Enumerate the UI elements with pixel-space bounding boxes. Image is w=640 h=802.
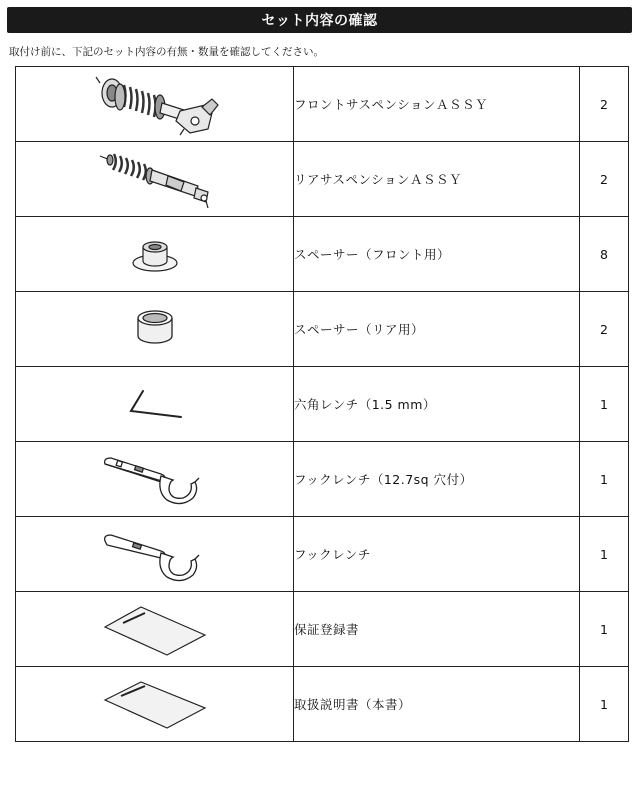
- item-name: スペーサー（リア用）: [294, 292, 580, 367]
- item-image-cell: [16, 367, 294, 442]
- item-image-cell: [16, 217, 294, 292]
- table-row: [16, 67, 629, 142]
- item-name: フックレンチ（12.7sq 穴付）: [294, 442, 580, 517]
- table-row: [16, 217, 629, 292]
- item-image-cell: [16, 592, 294, 667]
- item-image-cell: [16, 142, 294, 217]
- item-name: 六角レンチ（1.5 mm）: [294, 367, 580, 442]
- item-name: リアサスペンションＡＳＳＹ: [294, 142, 580, 217]
- item-quantity: 1: [580, 367, 629, 442]
- item-quantity: 2: [580, 142, 629, 217]
- item-image-cell: [16, 517, 294, 592]
- hook-wrench-icon: [95, 523, 215, 585]
- item-quantity: 1: [580, 592, 629, 667]
- item-quantity: 2: [580, 292, 629, 367]
- rear-spacer-icon: [120, 304, 190, 354]
- item-quantity: 2: [580, 67, 629, 142]
- table-row: [16, 442, 629, 517]
- section-title: セット内容の確認: [7, 7, 632, 33]
- hook-wrench-square-hole-icon: [95, 448, 215, 510]
- table-row: [16, 292, 629, 367]
- item-image-cell: [16, 442, 294, 517]
- table-row: [16, 517, 629, 592]
- item-image-cell: [16, 667, 294, 742]
- contents-table: [15, 66, 629, 742]
- hex-wrench-icon: [115, 379, 195, 429]
- warranty-document-icon: [95, 601, 215, 657]
- manual-document-icon: [95, 676, 215, 732]
- item-name: スペーサー（フロント用）: [294, 217, 580, 292]
- front-suspension-icon: [80, 71, 230, 137]
- item-name: フロントサスペンションＡＳＳＹ: [294, 67, 580, 142]
- table-row: [16, 142, 629, 217]
- item-quantity: 1: [580, 667, 629, 742]
- item-image-cell: [16, 292, 294, 367]
- item-name: フックレンチ: [294, 517, 580, 592]
- instruction-text: 取付け前に、下記のセット内容の有無・数量を確認してください。: [9, 46, 324, 58]
- table-row: [16, 667, 629, 742]
- item-quantity: 1: [580, 442, 629, 517]
- item-quantity: 8: [580, 217, 629, 292]
- item-name: 保証登録書: [294, 592, 580, 667]
- table-row: [16, 592, 629, 667]
- rear-suspension-icon: [80, 146, 230, 212]
- item-name: 取扱説明書（本書）: [294, 667, 580, 742]
- item-quantity: 1: [580, 517, 629, 592]
- table-row: [16, 367, 629, 442]
- front-spacer-icon: [120, 229, 190, 279]
- item-image-cell: [16, 67, 294, 142]
